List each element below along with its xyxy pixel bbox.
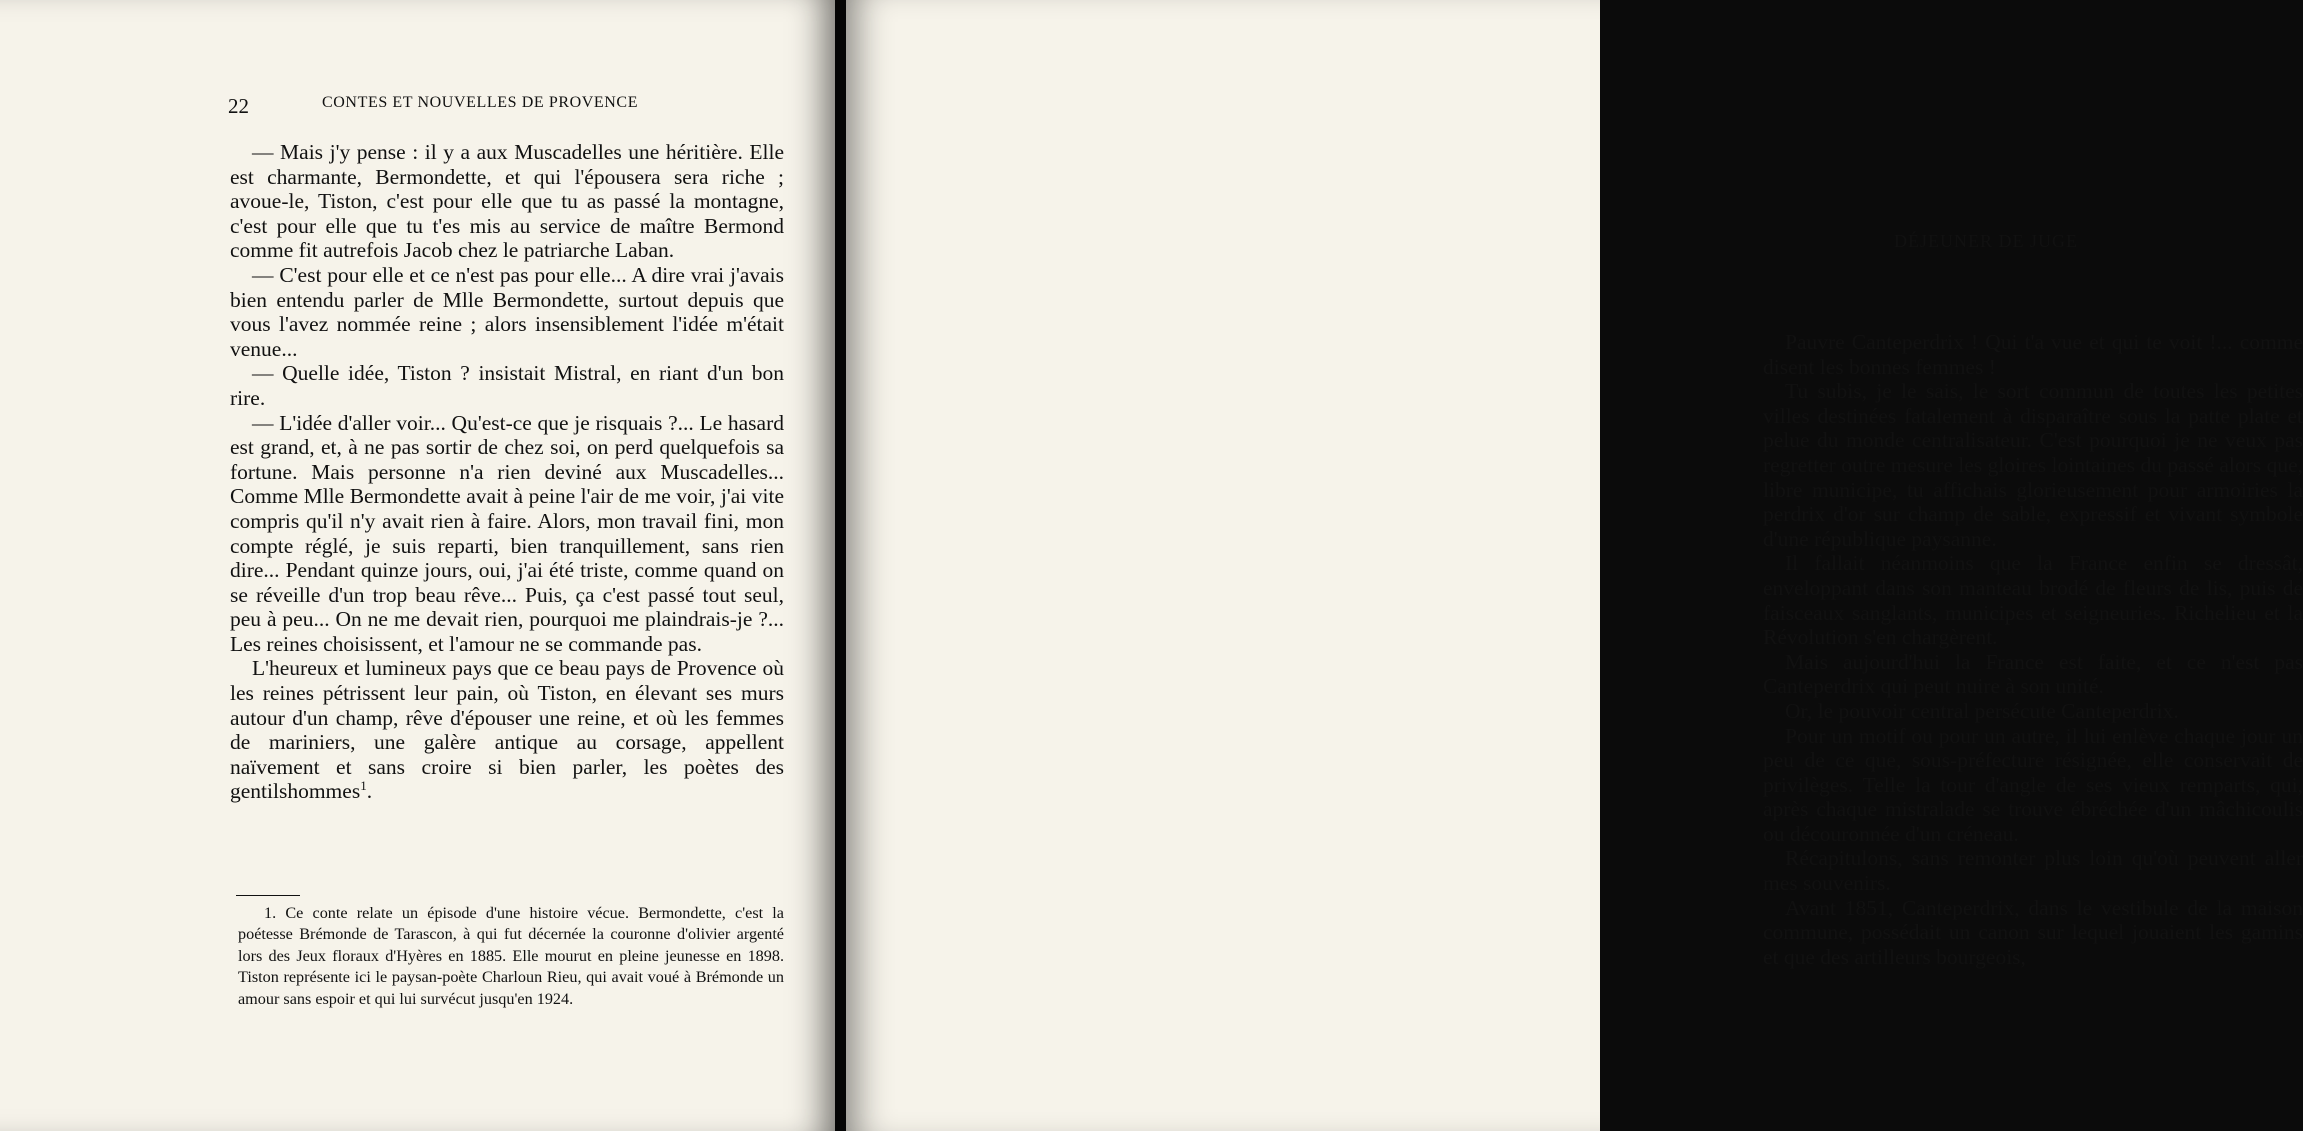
paragraph: — Mais j'y pense : il y a aux Muscadelles une héritière. Elle est charmante, Bermondette, et qui l'épousera sera riche ; avoue-le, Tiston, c'est pour elle que tu as passé la montagne, c'est pour elle que tu t'es mis au service de maître Bermond comme fit autrefois Jacob chez le patriarche Laban.: [230, 140, 784, 263]
paragraph: — L'idée d'aller voir... Qu'est-ce que je risquais ?... Le hasard est grand, et, à ne pas sortir de chez soi, on perd quelquefois sa fortune. Mais personne n'a rien deviné aux Muscadelles... Comme Mlle Bermondette avait à peine l'air de me voir, j'ai vite compris qu'il n'y avait rien à faire. Alors, mon travail fini, mon compte réglé, je suis reparti, bien tranquillement, sans rien dire... Pendant quinze jours, oui, j'ai été triste, comme quand on se réveille d'un trop beau rêve... Puis, ça c'est passé tout seul, peu à peu... On ne me devait rien, pourquoi me plaindrais-je ?... Les reines choisissent, et l'amour ne se commande pas.: [230, 410, 784, 656]
right-page: [846, 0, 2303, 1131]
footnote: 1. Ce conte relate un épisode d'une histoire vécue. Bermondette, c'est la poétesse Brémonde de Tarascon, à qui fut décernée la couronne d'olivier argenté lors des Jeux floraux d'Hyères en 1885. Elle mourut en pleine jeunesse en 1898. Tiston représente ici le paysan-poète Charloun Rieu, qui avait voué à Brémonde un amour sans espoir et qui lui survécut jusqu'en 1924.: [238, 904, 784, 1008]
page-number: 22: [228, 94, 249, 118]
right-body-text: [1763, 330, 2303, 969]
footnote-marker: 1: [360, 778, 367, 794]
paragraph-text: L'heureux et lumineux pays que ce beau pays de Provence où les reines pétrissent leur pain, où Tiston, en élevant ses murs autour d'un champ, rêve d'épouser une reine, et où les femmes de mariniers, une galère antique au corsage, appellent naïvement et sans croire si bien parler, les poètes des gentilshommes: [230, 656, 784, 804]
left-body-text: [230, 140, 784, 804]
paragraph: Pour un motif ou pour un autre, il lui enlève chaque jour un peu de ce que, sous-préfecture résignée, elle conservait de privilèges. Telle la tour d'angle de ses vieux remparts, qui, après chaque mistralade se trouve ébréchée d'un mâchicoulis ou découronnée d'un créneau.: [1763, 723, 2303, 846]
running-title: CONTES ET NOUVELLES DE PROVENCE: [322, 94, 639, 111]
paragraph: Tu subis, je le sais, le sort commun de toutes les petites villes destinées fatalement à disparaître sous la patte plate et pelue du monde centralisateur. C'est pourquoi je ne veux pas regretter outre mesure les gloires lointaines du passé alors que, libre municipe, tu affichais glorieusement pour armoiries la perdrix d'or sur champ de sable, expressif et vivant symbole d'une république paysanne.: [1763, 379, 2303, 551]
paragraph: — C'est pour elle et ce n'est pas pour elle... A dire vrai j'avais bien entendu parler de Mlle Bermondette, surtout depuis que vous l'avez nommée reine ; alors insensiblement l'idée m'était venue...: [230, 262, 784, 361]
paragraph: Il fallait néanmoins que la France enfin se dressât, enveloppant dans son manteau brodé de fleurs de lis, puis de faisceaux sanglants, municipes et seigneuries. Richelieu et la Révolution s'en chargèrent.: [1763, 551, 2303, 650]
paragraph-closing: L'heureux et lumineux pays que ce beau pays de Provence où les reines pétrissent leur pain, où Tiston, en élevant ses murs autour d'un champ, rêve d'épouser une reine, et où les femmes de mariniers, une galère antique au corsage, appellent naïvement et sans croire si bien parler, les poètes des gentilshommes$^1$.: [230, 656, 784, 804]
paragraph: — Quelle idée, Tiston ? insistait Mistral, en riant d'un bon rire.: [230, 361, 784, 410]
story-title: DÉJEUNER DE JUGE: [1894, 231, 2078, 251]
paragraph: Récapitulons, sans remonter plus loin qu'où peuvent aller mes souvenirs.: [1763, 846, 2303, 896]
paragraph: Mais aujourd'hui la France est faite, et ce n'est pas Canteperdrix qui peut nuire à son unité.: [1763, 649, 2303, 699]
page-header: [228, 94, 788, 124]
footnote-rule: [236, 895, 300, 896]
paragraph: Avant 1851, Canteperdrix, dans le vestibule de la maison commune, possédait un canon sur lequel jouaient les gamins et que des artilleurs bourgeois,: [1763, 895, 2303, 969]
paragraph: Or, le pouvoir central persécute Canteperdrix.: [1785, 698, 2179, 723]
book-gutter: [835, 0, 846, 1131]
paragraph: Pauvre Canteperdrix ! Qui t'a vue et qui te voit !... comme disent les bonnes femmes !: [1763, 330, 2303, 379]
left-page: [0, 0, 835, 1131]
